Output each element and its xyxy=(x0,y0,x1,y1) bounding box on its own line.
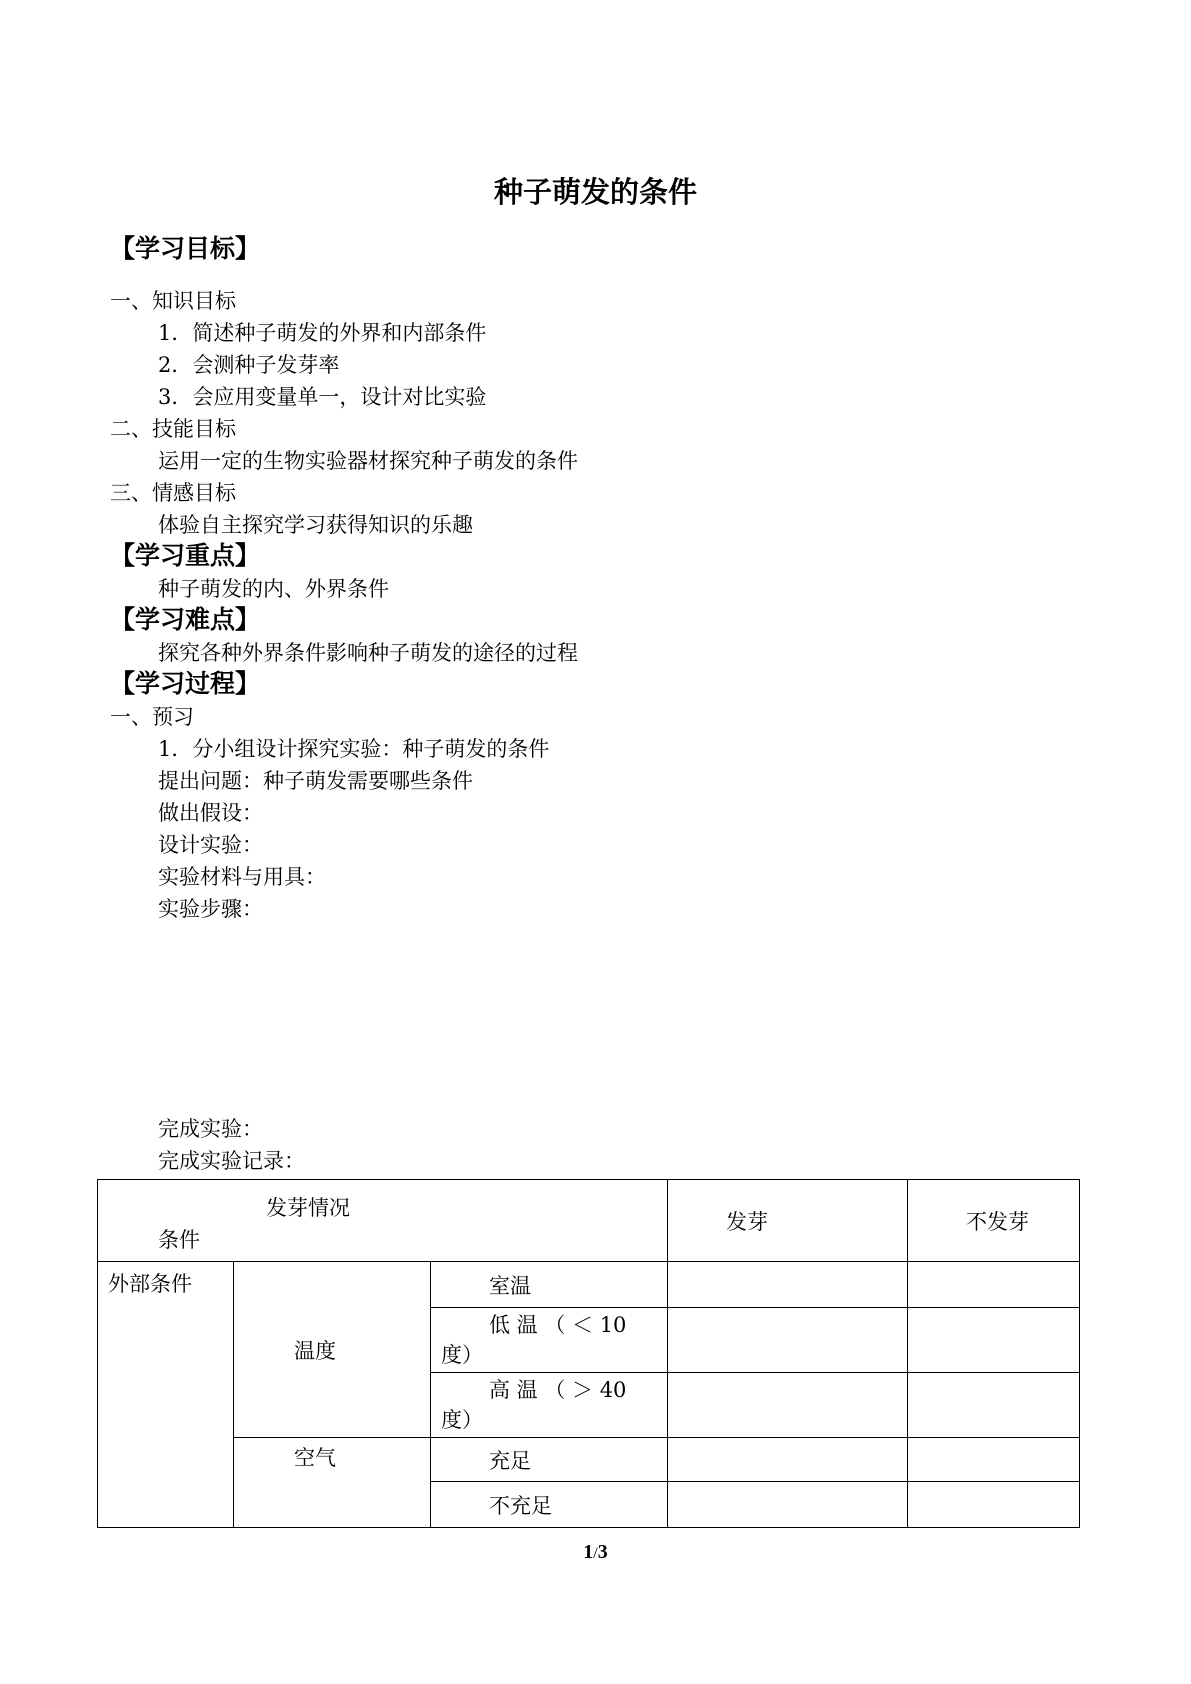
empty-cell xyxy=(668,1308,908,1373)
low-temp-cell xyxy=(431,1308,668,1373)
skill-goals-heading: 二、技能目标 xyxy=(110,417,236,441)
air-insufficient-cell: 不充足 xyxy=(431,1482,668,1528)
air-sufficient-cell: 充足 xyxy=(431,1438,668,1482)
empty-cell xyxy=(908,1373,1080,1438)
experiment-record-table xyxy=(97,1179,1080,1528)
preview-item: 做出假设： xyxy=(158,801,263,825)
header-germinate: 发芽 xyxy=(668,1180,908,1262)
table-header-row xyxy=(98,1180,1080,1262)
page-separator: / xyxy=(593,1545,598,1562)
preview-heading: 一、预习 xyxy=(110,705,194,729)
learning-goals-heading: 【学习目标】 xyxy=(110,234,261,263)
preview-item: 1．分小组设计探究实验：种子萌发的条件 xyxy=(158,737,550,761)
high-temp-cell xyxy=(431,1373,668,1438)
knowledge-item: 3．会应用变量单一，设计对比实验 xyxy=(158,385,487,409)
external-conditions-cell: 外部条件 xyxy=(98,1262,234,1528)
table-row xyxy=(98,1438,1080,1482)
knowledge-goals-heading: 一、知识目标 xyxy=(110,289,236,313)
high-temp-line: 高 温 （ ＞ 40 xyxy=(489,1378,627,1402)
header-not-germinate: 不发芽 xyxy=(908,1180,1080,1262)
knowledge-item: 2．会测种子发芽率 xyxy=(158,353,340,377)
current-page: 1 xyxy=(583,1541,594,1563)
knowledge-item: 1．简述种子萌发的外界和内部条件 xyxy=(158,321,487,345)
empty-cell xyxy=(908,1482,1080,1528)
room-temp-cell: 室温 xyxy=(431,1262,668,1308)
high-temp-unit: 度） xyxy=(441,1408,483,1432)
skill-goals-text: 运用一定的生物实验器材探究种子萌发的条件 xyxy=(158,449,578,473)
table-row xyxy=(98,1262,1080,1308)
air-cell: 空气 xyxy=(234,1438,431,1528)
key-points-text: 种子萌发的内、外界条件 xyxy=(158,577,389,601)
learning-process-heading: 【学习过程】 xyxy=(110,669,261,698)
preview-item: 提出问题：种子萌发需要哪些条件 xyxy=(158,769,473,793)
total-pages: 3 xyxy=(597,1541,608,1563)
empty-cell xyxy=(668,1373,908,1438)
temperature-cell: 温度 xyxy=(234,1262,431,1438)
preview-item: 实验步骤： xyxy=(158,897,263,921)
diagonal-header-cell xyxy=(98,1180,668,1262)
empty-cell xyxy=(668,1482,908,1528)
preview-item: 实验材料与用具： xyxy=(158,865,326,889)
header-condition: 条件 xyxy=(158,1228,200,1252)
emotion-goals-heading: 三、情感目标 xyxy=(110,481,236,505)
empty-cell xyxy=(668,1438,908,1482)
difficult-points-heading: 【学习难点】 xyxy=(110,605,261,634)
page-number xyxy=(0,1541,1191,1564)
emotion-goals-text: 体验自主探究学习获得知识的乐趣 xyxy=(158,513,473,537)
header-germination-status: 发芽情况 xyxy=(266,1196,350,1220)
empty-cell xyxy=(908,1438,1080,1482)
low-temp-line: 低 温 （ ＜ 10 xyxy=(489,1313,627,1337)
complete-experiment-label: 完成实验： xyxy=(158,1117,263,1141)
difficult-points-text: 探究各种外界条件影响种子萌发的途径的过程 xyxy=(158,641,578,665)
empty-cell xyxy=(908,1262,1080,1308)
preview-item: 设计实验： xyxy=(158,833,263,857)
empty-cell xyxy=(908,1308,1080,1373)
complete-record-label: 完成实验记录： xyxy=(158,1149,305,1173)
low-temp-unit: 度） xyxy=(441,1343,483,1367)
document-title: 种子萌发的条件 xyxy=(493,175,697,209)
empty-cell xyxy=(668,1262,908,1308)
key-points-heading: 【学习重点】 xyxy=(110,541,261,570)
